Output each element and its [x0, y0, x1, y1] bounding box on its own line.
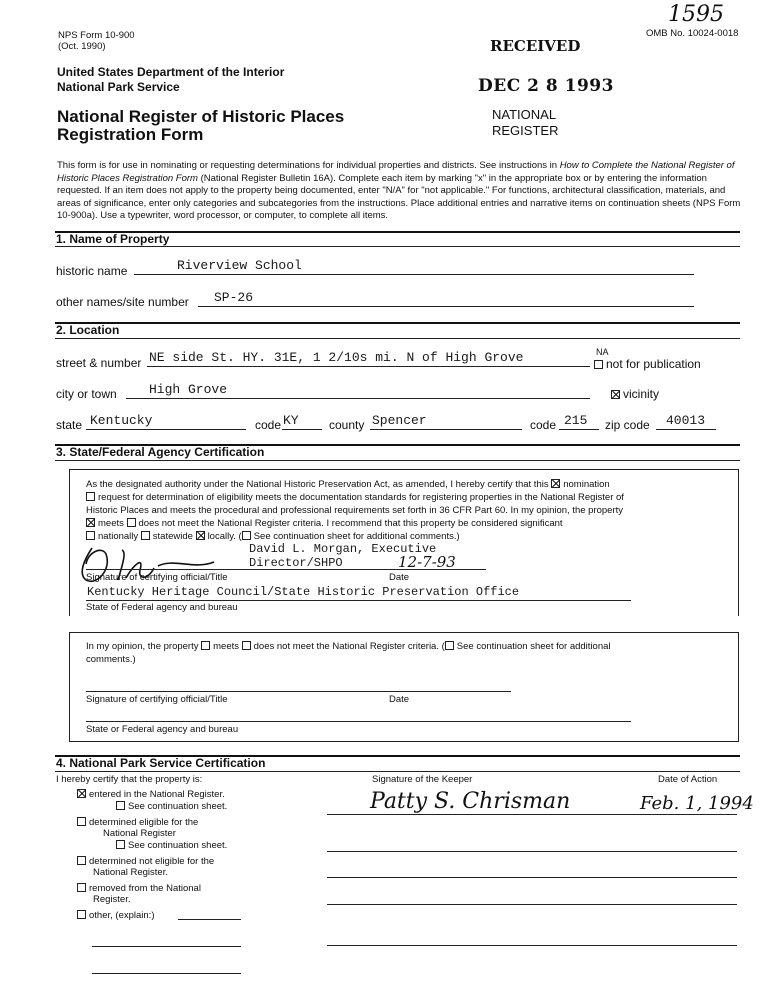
other-checkbox[interactable]: [77, 910, 86, 919]
field-underline: [92, 973, 241, 974]
not-eligible-checkbox[interactable]: [77, 856, 86, 865]
signature-underline: [327, 945, 737, 946]
certify-label: I hereby certify that the property is:: [56, 774, 203, 785]
statewide-label: statewide: [152, 531, 193, 542]
agency-field[interactable]: Kentucky Heritage Council/State Historic Preservation Office: [87, 585, 520, 599]
date2-label: Date: [389, 694, 410, 705]
eligible-label-2: National Register: [103, 828, 176, 839]
determination-checkbox[interactable]: [86, 492, 95, 501]
keeper-label: Signature of the Keeper: [372, 774, 473, 785]
field-underline: [656, 429, 716, 430]
entered-continuation-label: See continuation sheet.: [128, 801, 228, 812]
date-of-action-label: Date of Action: [658, 774, 718, 785]
eligible-continuation-checkbox[interactable]: [116, 840, 125, 849]
department-name: United States Department of the Interior: [57, 65, 285, 79]
signature-underline: [86, 691, 511, 692]
cert-line-4: [86, 518, 563, 529]
street-label: street & number: [56, 356, 142, 370]
field-underline: [559, 429, 599, 430]
locally-label: locally. (: [207, 531, 242, 542]
signature-underline: [327, 877, 737, 878]
instructions: [57, 160, 742, 223]
opinion-line-1: [86, 641, 611, 652]
state-field[interactable]: Kentucky: [90, 413, 153, 428]
section-divider: [55, 322, 740, 324]
received-stamp: RECEIVED: [490, 37, 581, 55]
statewide-checkbox[interactable]: [141, 531, 150, 540]
not-for-publication-option[interactable]: [594, 357, 701, 371]
signer-name: David L. Morgan, Executive: [249, 542, 437, 556]
city-label: city or town: [56, 387, 117, 401]
field-underline: [370, 429, 522, 430]
other-names-field[interactable]: SP-26: [214, 290, 254, 305]
continuation-checkbox[interactable]: [242, 531, 251, 540]
state-code-label: code: [255, 418, 282, 432]
field-underline: [86, 721, 631, 722]
zip-label: zip code: [605, 418, 650, 432]
nomination-label: nomination: [563, 479, 610, 490]
nomination-checkbox[interactable]: [551, 479, 560, 488]
field-underline: [86, 600, 631, 601]
field-underline: [126, 398, 590, 399]
section3-heading: 3. State/Federal Agency Certification: [56, 445, 265, 459]
not-eligible-option[interactable]: [77, 856, 214, 867]
does-not-meet-label: does not meet the National Register criteria. I recommend that this property be considered significant: [138, 518, 563, 529]
handwritten-number: 1595: [668, 2, 724, 27]
not-for-publication-checkbox[interactable]: [594, 360, 603, 369]
field-underline: [198, 306, 694, 307]
meets-checkbox[interactable]: [86, 518, 95, 527]
field-underline: [134, 274, 694, 275]
section2-heading: 2. Location: [56, 323, 120, 337]
cert-text-2: request for determination of eligibility meets the documentation standards for registering properties in the National Register of: [98, 492, 624, 503]
action-date: Feb. 1, 1994: [640, 793, 754, 814]
section-divider: [55, 338, 740, 339]
county-code-field[interactable]: 215: [564, 413, 588, 428]
county-code-label: code: [530, 418, 557, 432]
opinion-meets-checkbox[interactable]: [201, 641, 210, 650]
signature-label: Signature of certifying official/Title: [86, 572, 228, 583]
field-underline: [178, 919, 241, 920]
eligible-checkbox[interactable]: [77, 817, 86, 826]
other-label: other, (explain:): [89, 910, 155, 921]
entered-option[interactable]: [77, 789, 225, 800]
eligible-continuation-option[interactable]: [116, 840, 227, 851]
eligible-continuation-label: See continuation sheet.: [128, 840, 228, 851]
street-field[interactable]: NE side St. HY. 31E, 1 2/10s mi. N of High Grove: [149, 350, 524, 365]
does-not-meet-checkbox[interactable]: [127, 518, 136, 527]
instructions-text-2: (National Register Bulletin 16A). Complete each item by marking "x" in the appropriate box or by entering the information requested. If an item does not apply to the property being documented, enter "N/A" for "not applicable." For functions, architectural classification, materials, and areas of significance, enter only categories and subcategories from the instructions. Place additional entries and narrative items on continuation sheets (NPS Form 10-900a). Use a typewriter, word processor, or computer, to complete all items.: [57, 172, 741, 221]
city-field[interactable]: High Grove: [149, 382, 228, 397]
form-title: National Register of Historic Places: [57, 107, 345, 126]
date-label: Date: [389, 572, 410, 583]
form-subtitle: Registration Form: [57, 125, 204, 144]
other-names-label: other names/site number: [56, 295, 189, 309]
historic-name-field[interactable]: Riverview School: [177, 258, 302, 273]
nationally-checkbox[interactable]: [86, 531, 95, 540]
register-stamp: REGISTER: [492, 123, 559, 138]
na-mark: NA: [596, 347, 609, 357]
service-name: National Park Service: [57, 80, 180, 94]
entered-continuation-option[interactable]: [116, 801, 227, 812]
cert-line-1: [86, 479, 610, 490]
other-option[interactable]: [77, 910, 154, 921]
not-eligible-label-2: National Register.: [93, 867, 168, 878]
opinion-continuation-label: See continuation sheet for additional: [456, 641, 611, 652]
opinion-not-meet-checkbox[interactable]: [242, 641, 251, 650]
historic-name-label: historic name: [56, 264, 128, 278]
removed-option[interactable]: [77, 883, 201, 894]
field-underline: [86, 429, 246, 430]
cert-line-3: Historic Places and meets the procedural and professional requirements set forth in 36 CFR Part 60. In my opinion, the property: [86, 505, 624, 516]
removed-label-2: Register.: [93, 894, 131, 905]
removed-checkbox[interactable]: [77, 883, 86, 892]
received-date-stamp: DEC 2 8 1993: [478, 76, 614, 96]
opinion-rest: does not meet the National Register criteria. (: [253, 641, 445, 652]
national-stamp: NATIONAL: [492, 107, 557, 122]
vicinity-option[interactable]: [611, 387, 659, 401]
eligible-label: determined eligible for the: [89, 817, 199, 828]
signature-underline: [327, 904, 737, 905]
signature2-label: Signature of certifying official/Title: [86, 694, 228, 705]
zip-field[interactable]: 40013: [666, 413, 706, 428]
vicinity-label: vicinity: [623, 387, 660, 401]
continuation-label: See continuation sheet for additional comments.): [253, 531, 460, 542]
section-divider: [55, 771, 740, 772]
signature-underline: [327, 814, 737, 815]
cert-line-2: [86, 492, 624, 503]
section-divider: [55, 246, 740, 247]
field-underline: [147, 366, 590, 367]
county-label: county: [329, 418, 365, 432]
agency2-label: State or Federal agency and bureau: [86, 724, 239, 735]
entered-checkbox[interactable]: [77, 789, 86, 798]
field-underline: [282, 429, 322, 430]
field-underline: [92, 946, 241, 947]
opinion-continuation-checkbox[interactable]: [445, 641, 454, 650]
state-code-field[interactable]: KY: [283, 413, 299, 428]
signer-title: Director/SHPO: [249, 556, 343, 570]
omb-number: OMB No. 10024-0018: [646, 28, 739, 39]
section-divider: [55, 460, 740, 461]
form-number: NPS Form 10-900: [58, 30, 135, 41]
entered-label: entered in the National Register.: [89, 789, 225, 800]
section4-heading: 4. National Park Service Certification: [56, 756, 266, 770]
entered-continuation-checkbox[interactable]: [116, 801, 125, 810]
locally-checkbox[interactable]: [196, 531, 205, 540]
nationally-label: nationally: [98, 531, 139, 542]
state-label: state: [56, 418, 83, 432]
removed-label: removed from the National: [89, 883, 201, 894]
signature-underline: [86, 569, 486, 570]
opinion-comments: comments.): [86, 654, 136, 665]
cert-text-1: As the designated authority under the National Historic Preservation Act, as amended, I hereby certify that this: [86, 479, 549, 490]
vicinity-checkbox[interactable]: [611, 390, 620, 399]
section1-heading: 1. Name of Property: [56, 232, 170, 246]
opinion-meets-label: meets: [213, 641, 239, 652]
signature-underline: [327, 851, 737, 852]
opinion-prefix: In my opinion, the property: [86, 641, 199, 652]
not-for-publication-label: not for publication: [606, 357, 701, 371]
keeper-signature: Patty S. Chrisman: [370, 789, 571, 814]
form-date: (Oct. 1990): [58, 41, 106, 52]
eligible-option[interactable]: [77, 817, 198, 828]
instructions-bulletin-title: How to Complete the National Register of Historic Places Registration Form: [57, 160, 735, 184]
agency-label: State of Federal agency and bureau: [86, 602, 238, 613]
instructions-text-1: This form is for use in nominating or requesting determinations for individual properties and districts. See instructions in: [57, 160, 560, 171]
signed-date: 12-7-93: [398, 553, 456, 571]
county-field[interactable]: Spencer: [372, 413, 427, 428]
not-eligible-label: determined not eligible for the: [89, 856, 215, 867]
meets-label: meets: [98, 518, 124, 529]
